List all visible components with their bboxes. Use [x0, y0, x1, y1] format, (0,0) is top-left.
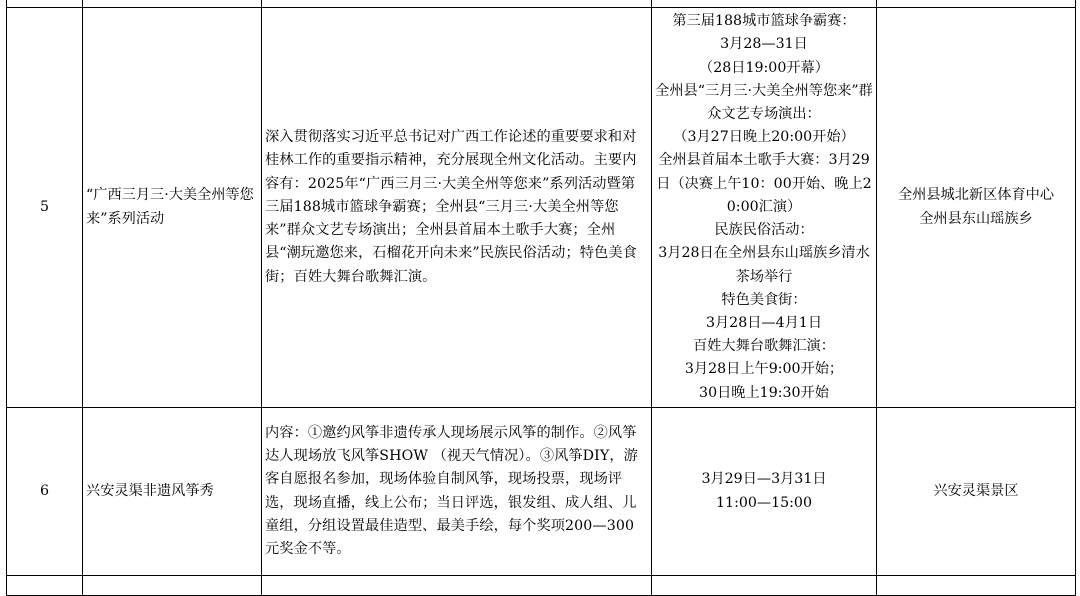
time-line: 3月28—31日 — [720, 36, 808, 53]
top-cell — [83, 0, 262, 8]
time-line: 3月28日在全州县东山瑶族乡清水茶场举行 — [658, 245, 870, 285]
time-line: 3月29日—3月31日 — [701, 471, 827, 488]
next-row-edge — [7, 576, 1076, 596]
time-line: 全州县“三月三·大美全州等您来”群众文艺专场演出： — [655, 82, 873, 123]
location-line: 全州县城北新区体育中心 — [897, 187, 1055, 204]
time-line: 3月28日—4月1日 — [705, 314, 823, 331]
empty-cell — [652, 576, 877, 596]
row-number: 5 — [7, 8, 83, 408]
location-line: 全州县东山瑶族乡 — [919, 210, 1033, 227]
time-line: （3月27日晚上20:00开始） — [673, 129, 855, 146]
top-cell — [877, 0, 1076, 8]
top-cell — [652, 0, 877, 8]
time-line: 民族民俗活动： — [714, 222, 814, 239]
table-row — [7, 408, 1076, 576]
time-line: 百姓大舞台歌舞汇演： — [693, 338, 835, 355]
activity-location — [877, 408, 1076, 576]
events-table — [6, 0, 1076, 596]
activity-name: 兴安灵渠非遗风筝秀 — [83, 408, 262, 576]
empty-cell — [877, 576, 1076, 596]
time-line: （28日19:00开幕） — [699, 59, 829, 76]
empty-cell — [83, 576, 262, 596]
activity-name: “广西三月三·大美全州等您来”系列活动 — [83, 8, 262, 408]
top-cell — [262, 0, 652, 8]
location-line: 兴安灵渠景区 — [933, 482, 1019, 499]
table-row — [7, 8, 1076, 408]
time-line: 11:00—15:00 — [716, 494, 812, 511]
activity-description: 内容：①邀约风筝非遗传承人现场展示风筝的制作。②风筝达人现场放飞风筝SHOW （视天气情况）。③风筝DIY，游客自愿报名参加，现场体验自制风筝，现场投票，现场评选，现场直播，线上公布；当日评选，银发组、成人组、儿童组，分组设置最佳造型、最美手绘，每个奖项200—300元奖金不等。 — [262, 408, 652, 576]
activity-time — [652, 408, 877, 576]
time-line: 3月28日上午9:00开始； — [684, 361, 844, 378]
activity-time — [652, 8, 877, 408]
time-line: 第三届188城市篮球争霸赛： — [672, 13, 856, 30]
activity-location — [877, 8, 1076, 408]
top-border-row — [7, 0, 1076, 8]
activity-description: 深入贯彻落实习近平总书记对广西工作论述的重要要求和对桂林工作的重要指示精神，充分展现全州文化活动。主要内容有：2025年“广西三月三·大美全州等您来”系列活动暨第三届188城市篮球争霸赛；全州县“三月三·大美全州等您来”群众文艺专场演出；全州县首届本土歌手大赛；全州县“潮玩邀您来，石榴花开向未来”民族民俗活动；特色美食街；百姓大舞台歌舞汇演。 — [262, 8, 652, 408]
row-number: 6 — [7, 408, 83, 576]
time-line: 30日晚上19:30开始 — [699, 384, 829, 401]
top-cell — [7, 0, 83, 8]
empty-cell — [7, 576, 83, 596]
time-line: 全州县首届本土歌手大赛：3月29日（决赛上午10：00开始、晚上20:00汇演） — [656, 152, 872, 215]
time-line: 特色美食街： — [721, 291, 807, 308]
empty-cell — [262, 576, 652, 596]
